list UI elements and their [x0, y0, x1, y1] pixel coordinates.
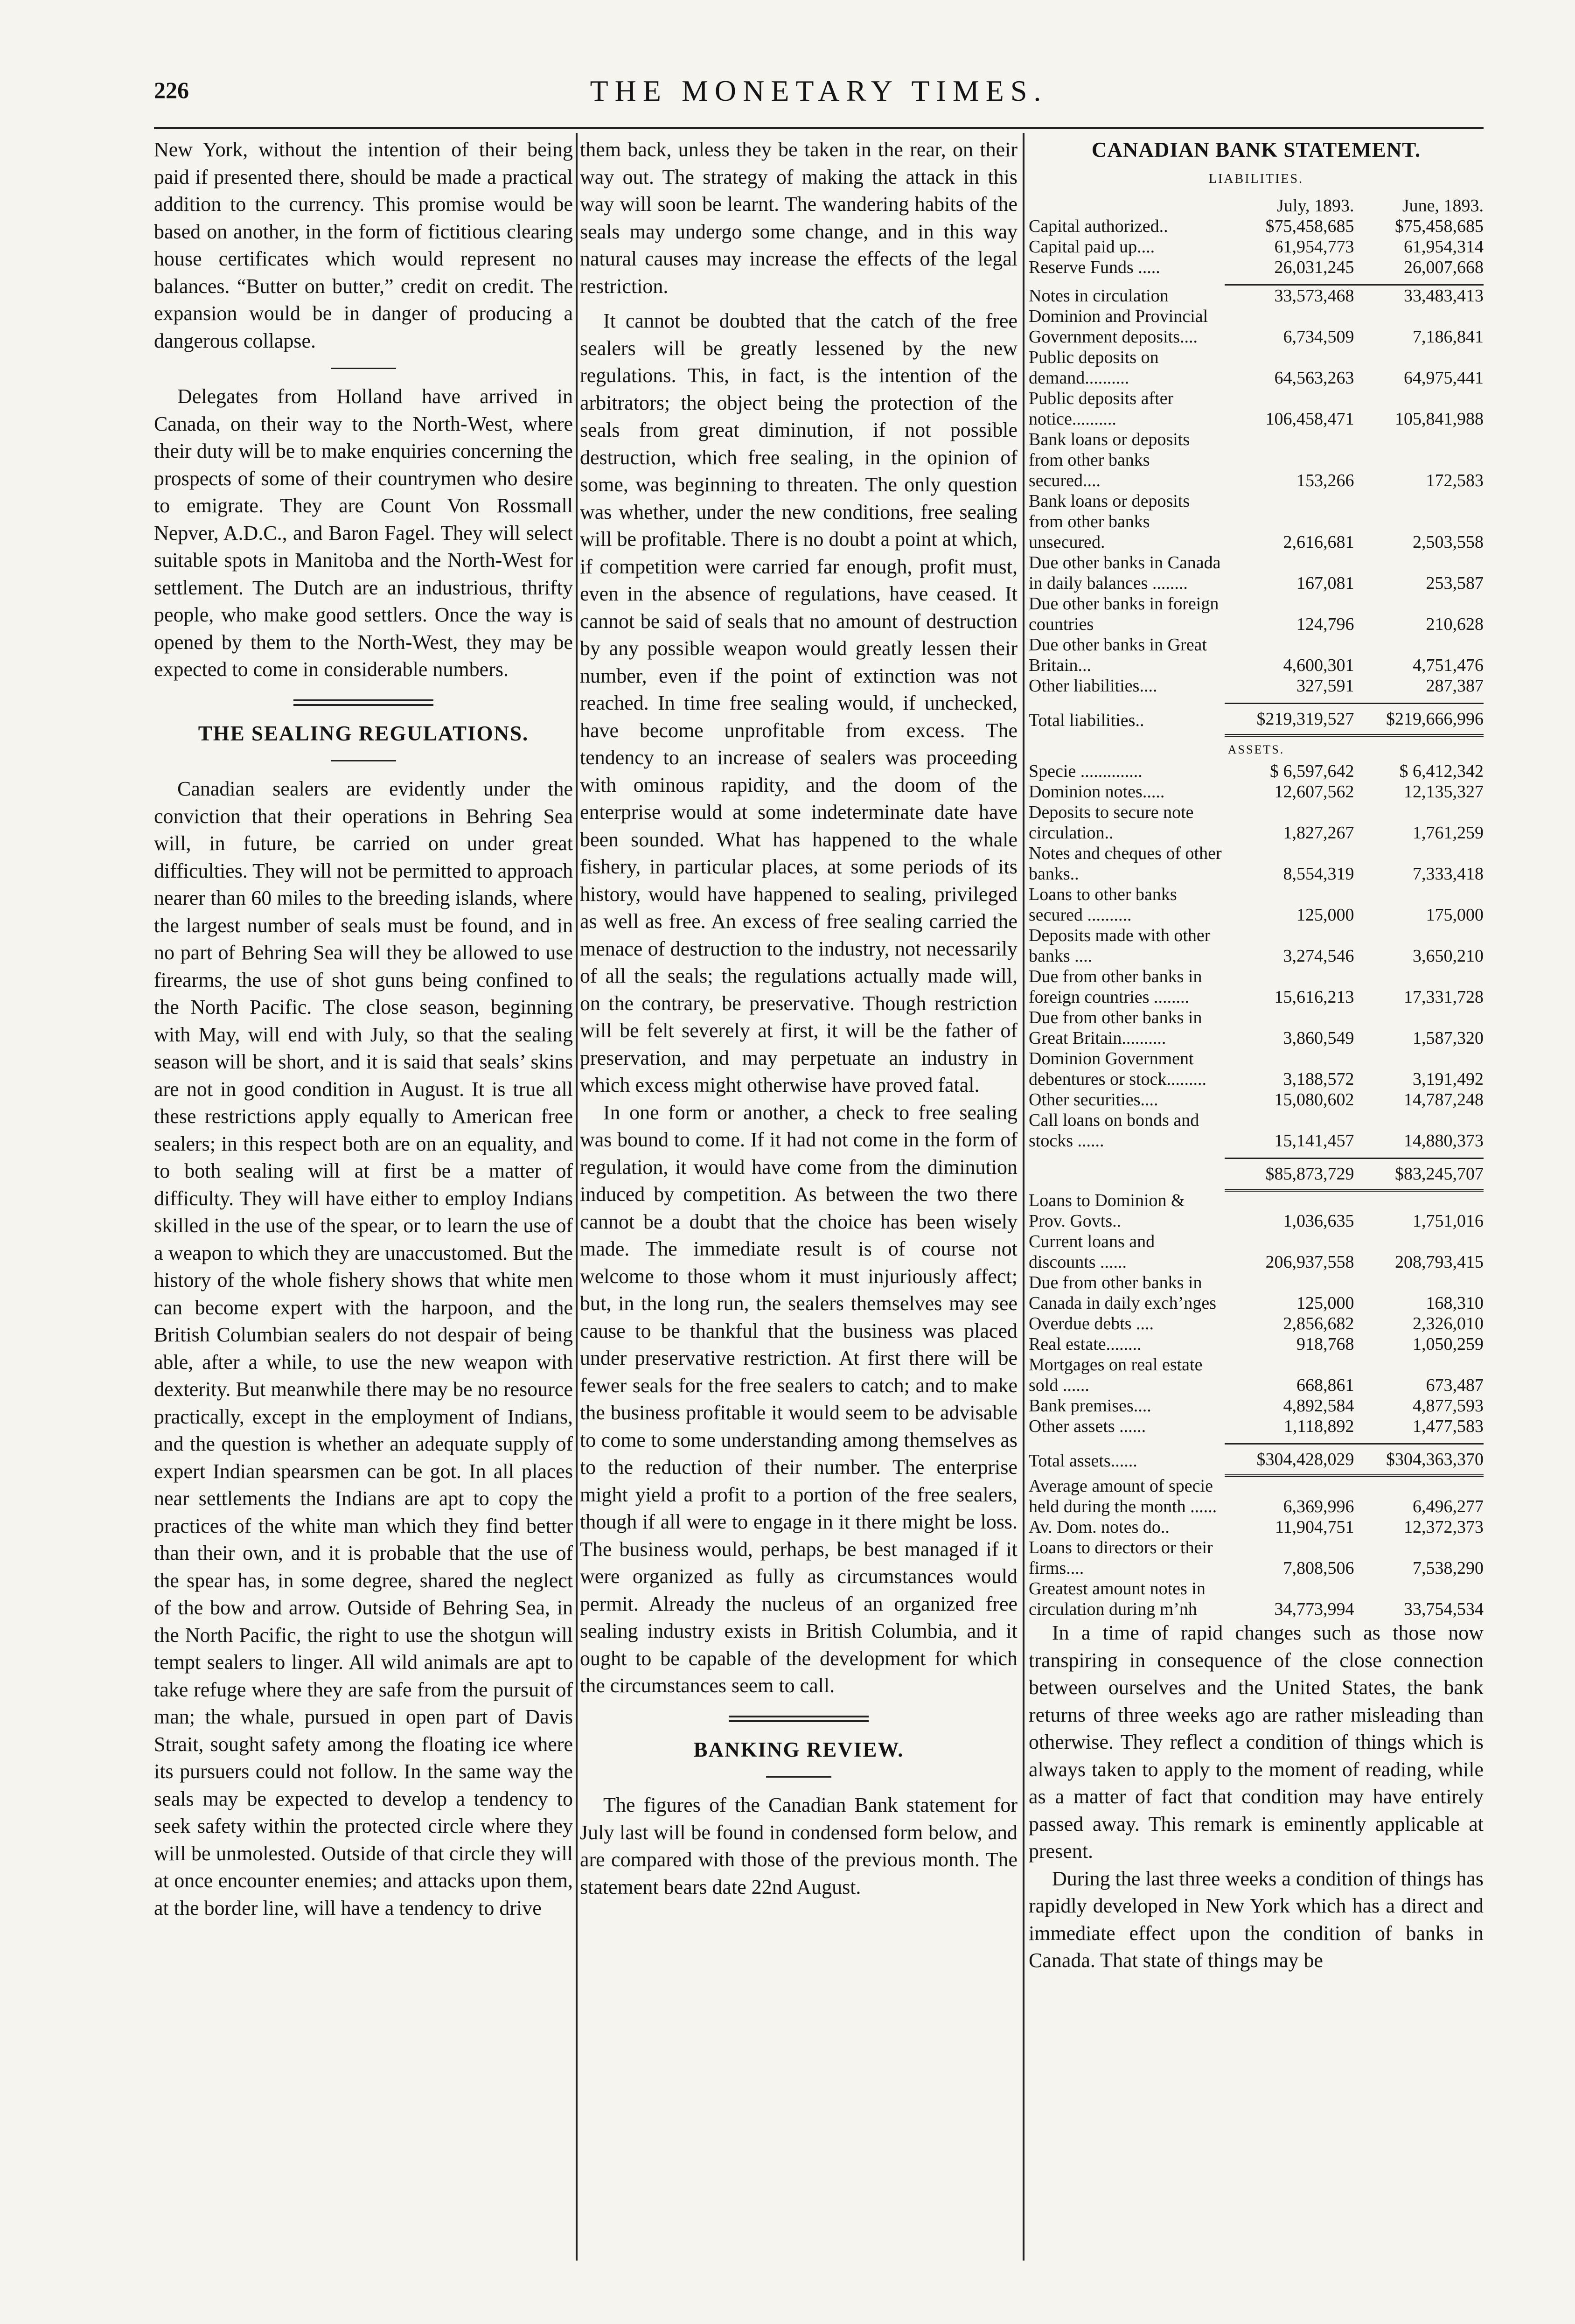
table-row [1029, 884, 1484, 925]
section-heading-sealing: THE SEALING REGULATIONS. [198, 721, 529, 745]
page-header [154, 74, 1484, 111]
value-july: 1,118,892 [1283, 1417, 1354, 1436]
separator-cell [1029, 696, 1225, 704]
row-label: Greatest amount notes in circulation during m’nh [1029, 1579, 1206, 1619]
value-june: $304,363,370 [1354, 1444, 1484, 1476]
table-row [1029, 676, 1484, 696]
value-july: 7,808,506 [1283, 1558, 1354, 1578]
table-separator [1029, 1151, 1484, 1159]
row-label: Mortgages on real estate sold ...... [1029, 1355, 1203, 1395]
value-july: 153,266 [1296, 471, 1354, 490]
separator-cell [1354, 1151, 1484, 1159]
liabilities-label: LIABILITIES. [1208, 171, 1304, 186]
column-header-june: June, 1893. [1402, 196, 1484, 216]
value-june: 1,587,320 [1413, 1028, 1484, 1048]
row-label: Av. Dom. notes do.. [1029, 1517, 1170, 1537]
bank-statement-table [1029, 195, 1484, 1619]
value-july: 2,856,682 [1283, 1314, 1354, 1333]
value-june: 4,751,476 [1413, 656, 1484, 675]
table-row [1029, 925, 1484, 966]
value-july: 124,796 [1296, 614, 1354, 634]
table-row [1029, 1537, 1484, 1578]
table-row [1029, 635, 1484, 676]
table-row [1029, 1110, 1484, 1151]
value-july: $ 6,597,642 [1270, 761, 1354, 781]
value-july: 167,081 [1296, 573, 1354, 593]
value-june: 1,477,583 [1413, 1417, 1484, 1436]
value-july: 8,554,319 [1283, 864, 1354, 884]
value-july: 3,188,572 [1283, 1069, 1354, 1089]
table-row [1029, 1334, 1484, 1354]
row-label: Bank loans or deposits from other banks unsecured. [1029, 491, 1190, 552]
value-june: 253,587 [1426, 573, 1484, 593]
table-row [1029, 782, 1484, 802]
table-title: CANADIAN BANK STATEMENT. [1091, 138, 1421, 161]
paragraph: Delegates from Holland have arrived in Canada, on their way to the North-West, where their duty will be to make enquiries concerning the prospects of some of their countrymen who desire to emigrate. They are Count Von Rossmall Nepver, A.D.C., and Baron Fagel. They will select suitable spots in Manitoba and the North-West for settlement. The Dutch are an industrious, thrifty people, who make good settlers. Once the way is opened by them to the North-West, they may be expected to come in considerable numbers. [154, 385, 573, 681]
assets-label: ASSETS. [1227, 743, 1285, 756]
row-label: Public deposits on demand.......... [1029, 348, 1159, 388]
separator-cell [1029, 1151, 1225, 1159]
value-july: 125,000 [1296, 1293, 1354, 1313]
value-july: 6,734,509 [1283, 327, 1354, 347]
table-separator [1029, 696, 1484, 704]
table-row [1029, 761, 1484, 782]
heading-rule [293, 699, 433, 706]
value-june: 33,483,413 [1404, 286, 1484, 306]
value-june: 4,877,593 [1413, 1396, 1484, 1416]
row-label: Real estate........ [1029, 1334, 1142, 1354]
row-label: Loans to Dominion & Prov. Govts.. [1029, 1191, 1185, 1231]
table-row [1029, 1159, 1484, 1191]
table-row [1029, 1048, 1484, 1089]
value-july: 15,616,213 [1274, 987, 1354, 1007]
value-july: 125,000 [1296, 905, 1354, 925]
value-june: 12,135,327 [1404, 782, 1484, 802]
table-row [1029, 1578, 1484, 1619]
row-label: Other securities.... [1029, 1090, 1158, 1110]
value-july: 6,369,996 [1283, 1497, 1354, 1516]
value-july: 918,768 [1296, 1334, 1354, 1354]
value-june: 14,880,373 [1404, 1131, 1484, 1151]
heading-rule [729, 1716, 869, 1722]
column-divider [1023, 133, 1024, 2261]
value-june: 673,487 [1426, 1375, 1484, 1395]
value-july: 206,937,558 [1265, 1252, 1354, 1272]
table-row [1029, 285, 1484, 307]
value-july: $304,428,029 [1225, 1444, 1354, 1476]
value-june: 3,191,492 [1413, 1069, 1484, 1089]
table-row [1029, 704, 1484, 736]
separator-cell [1354, 278, 1484, 285]
value-july: $219,319,527 [1225, 704, 1354, 736]
table-row [1029, 1313, 1484, 1334]
value-june: 6,496,277 [1413, 1497, 1484, 1516]
value-june: 26,007,668 [1404, 258, 1484, 277]
row-label: Loans to other banks secured .......... [1029, 885, 1177, 925]
paragraph: New York, without the intention of their being paid if presented there, should be made a practical addition to the currency. This promise would be based on another, in the form of fictitious clearing house certificates which would represent no balances. “Butter on butter,” credit on credit. The expansion would be in danger of producing a dangerous collapse. [154, 138, 573, 352]
value-june: 287,387 [1426, 676, 1484, 696]
row-label: Bank loans or deposits from other banks secured.... [1029, 430, 1190, 490]
value-june: 2,503,558 [1413, 532, 1484, 552]
value-july: 2,616,681 [1283, 532, 1354, 552]
table-row [1029, 347, 1484, 388]
page-number: 226 [154, 77, 189, 103]
separator-cell [1029, 278, 1225, 285]
value-july: 15,080,602 [1274, 1090, 1354, 1110]
row-label: Dominion notes..... [1029, 782, 1165, 802]
table-row [1029, 306, 1484, 347]
table-row [1029, 237, 1484, 257]
value-july: $85,873,729 [1225, 1159, 1354, 1191]
paragraph: During the last three weeks a condition of things has rapidly developed in New York which has a direct and immediate effect upon the condition of banks in Canada. That state of things may be [1029, 1867, 1484, 1972]
table-separator [1029, 278, 1484, 285]
value-june: 12,372,373 [1404, 1517, 1484, 1537]
row-label: Overdue debts .... [1029, 1314, 1154, 1333]
row-label: Call loans on bonds and stocks ...... [1029, 1110, 1199, 1151]
table-row [1029, 216, 1484, 237]
masthead-title: THE MONETARY TIMES. [590, 74, 1048, 107]
row-label: Other assets ...... [1029, 1417, 1146, 1436]
row-label: Average amount of specie held during the month ...... [1029, 1476, 1217, 1516]
section-rule [331, 368, 396, 369]
table-row [1029, 1089, 1484, 1110]
table-row [1029, 966, 1484, 1007]
separator-cell [1029, 1437, 1225, 1444]
value-july: 1,827,267 [1283, 823, 1354, 843]
value-june: 105,841,988 [1395, 409, 1484, 429]
value-june: 208,793,415 [1395, 1252, 1484, 1272]
row-label: Notes and cheques of other banks.. [1029, 844, 1222, 884]
value-june: 1,761,259 [1413, 823, 1484, 843]
separator-cell [1225, 1151, 1354, 1159]
row-label: Dominion Government debentures or stock......... [1029, 1049, 1206, 1089]
row-label: Due from other banks in Canada in daily exch’nges [1029, 1273, 1217, 1313]
table-row [1029, 802, 1484, 843]
row-label: Capital paid up.... [1029, 237, 1155, 257]
column-divider [576, 133, 578, 2261]
value-june: 7,333,418 [1413, 864, 1484, 884]
column-header-july: July, 1893. [1277, 196, 1354, 216]
row-label: Dominion and Provincial Government deposits.... [1029, 307, 1208, 347]
value-june: 64,975,441 [1404, 368, 1484, 388]
value-june: $219,666,996 [1354, 704, 1484, 736]
paragraph: The figures of the Canadian Bank statement for July last will be found in condensed form below, and are compared with those of the previous month. The statement bears date 22nd August. [580, 1794, 1017, 1898]
table-row [1029, 257, 1484, 278]
paragraph: Canadian sealers are evidently under the conviction that their operations in Behring Sea will, in future, be carried on under great difficulties. They will not be permitted to approach nearer than 60 miles to the breeding islands, where the largest number of seals must be found, and in no part of Behring Sea will they be allowed to use firearms, the use of shot guns being confined to the North Pacific. The close season, beginning with May, will end with July, so that the sealing season will be short, and it is said that seals’ skins are not in good condition in August. It is true all these restrictions apply equally to American free sealers; in this respect both are on an equality, and to both sealing will at first be a matter of difficulty. They will have either to employ Indians skilled in the use of the spear, or to learn the use of a weapon to which they are unaccustomed. But the history of the whole fishery shows that white men can become expert with the harpoon, and the British Columbian sealers do not despair of being able, after a while, to use the new weapon with dexterity. But meanwhile there may be no resource practically, except in the employment of Indians, and the question is whether an adequate supply of expert Indian spearsmen can be got. In all places near settlements the Indians are apt to copy the practices of the white man which they find better than their own, and it is probable that the use of the spear has, in some degree, shared the neglect of the bow and arrow. Outside of Behring Sea, in the North Pacific, the right to use the shotgun will tempt sealers to linger. All wild animals are apt to take refuge where they are safe from the pursuit of man; the whale, pursued in open part of Davis Strait, sought safety among the floating ice where its pursuers could not follow. In the same way the seals may be expected to develop a tendency to seek safety within the protected circle where they will be unmolested. Outside of that circle they will at once encounter enemies; and attacks upon them, at the border line, will have a tendency to drive [154, 777, 573, 1919]
row-label: Due from other banks in Great Britain.......... [1029, 1008, 1202, 1048]
table-header-blank [1029, 195, 1225, 216]
separator-cell [1354, 1437, 1484, 1444]
value-june: 17,331,728 [1404, 987, 1484, 1007]
table-row [1029, 388, 1484, 429]
value-june: $ 6,412,342 [1399, 761, 1484, 781]
table-header-row [1029, 195, 1484, 216]
table-row [1029, 1231, 1484, 1272]
row-label [1029, 1159, 1225, 1191]
table-row [1029, 1007, 1484, 1048]
value-july: 4,892,584 [1283, 1396, 1354, 1416]
table-row [1029, 429, 1484, 491]
row-label: Reserve Funds ..... [1029, 258, 1160, 277]
heading-underline [331, 760, 396, 761]
row-label: Public deposits after notice.......... [1029, 389, 1174, 429]
value-june: 3,650,210 [1413, 946, 1484, 966]
row-label: Other liabilities.... [1029, 676, 1157, 696]
value-july: 11,904,751 [1275, 1517, 1354, 1537]
row-label: Due other banks in Canada in daily balances ........ [1029, 553, 1221, 593]
table-row [1029, 843, 1484, 884]
value-june: 33,754,534 [1404, 1599, 1484, 1619]
assets-label-row [1029, 735, 1484, 761]
value-june: 61,954,314 [1404, 237, 1484, 257]
value-july: 1,036,635 [1283, 1211, 1354, 1231]
value-july: $75,458,685 [1265, 216, 1354, 236]
table-row [1029, 1444, 1484, 1476]
row-label: Deposits made with other banks .... [1029, 926, 1211, 966]
value-july: 61,954,773 [1274, 237, 1354, 257]
row-label: Due other banks in Great Britain... [1029, 635, 1207, 675]
separator-cell [1225, 1437, 1354, 1444]
row-label: Notes in circulation [1029, 286, 1169, 306]
value-june: $75,458,685 [1395, 216, 1484, 236]
row-label: Total assets...... [1029, 1451, 1137, 1471]
value-june: 172,583 [1426, 471, 1484, 490]
value-july: 106,458,471 [1265, 409, 1354, 429]
value-june: 1,751,016 [1413, 1211, 1484, 1231]
value-july: 4,600,301 [1283, 656, 1354, 675]
value-july: 3,860,549 [1283, 1028, 1354, 1048]
separator-cell [1225, 278, 1354, 285]
table-row [1029, 552, 1484, 593]
section-heading-banking: BANKING REVIEW. [693, 1738, 904, 1761]
value-june: 210,628 [1426, 614, 1484, 634]
table-separator [1029, 1437, 1484, 1444]
table-row [1029, 491, 1484, 552]
paragraph: It cannot be doubted that the catch of the free sealers will be greatly lessened by the new regulations. This, in fact, is the intention of the arbitrators; the object being the protection of the seals from great diminution, if not possible destruction, which free sealing, in the opinion of some, was beginning to threaten. The only question was whether, under the new conditions, free sealing will be profitable. There is no doubt a point at which, if competition were carried far enough, profit must, even in the absence of regulations, have ceased. It cannot be said of seals that no amount of destruction by any possible weapon would greatly lessen their number, even if the point of extinction was not reached. In time free sealing would, if unchecked, have become unprofitable from excess. The tendency to an increase of sealers was proceeding with ominous rapidity, and the doom of the enterprise would at some indeterminate date have been sounded. What has happened to the whale fishery, in particular places, at some periods of its history, would have happened to sealing, privileged as well as free. An excess of free sealing carried the menace of destruction to the industry, not necessarily of all the seals; the regulations actually made will, on the contrary, be preservative. Though restriction will be felt severely at first, it will be the father of preservation, and may perpetuate an industry in which excess might otherwise have proved fatal. [580, 309, 1017, 1096]
column-left [154, 136, 573, 1922]
paragraph: them back, unless they be taken in the rear, on their way out. The strategy of making the attack in this way will soon be learnt. The wandering habits of the seals may undergo some change, and in this way natural causes may increase the effects of the legal restriction. [580, 138, 1017, 298]
table-row [1029, 1396, 1484, 1416]
value-june: 14,787,248 [1404, 1090, 1484, 1110]
value-june: 175,000 [1426, 905, 1484, 925]
value-july: 3,274,546 [1283, 946, 1354, 966]
column-right [1029, 136, 1484, 1975]
value-july: 12,607,562 [1274, 782, 1354, 802]
value-june: 2,326,010 [1413, 1314, 1484, 1333]
value-july: 33,573,468 [1274, 286, 1354, 306]
column-middle [580, 136, 1017, 1901]
table-row [1029, 1517, 1484, 1537]
value-july: 668,861 [1296, 1375, 1354, 1395]
table-row [1029, 593, 1484, 635]
paragraph: In a time of rapid changes such as those now transpiring in consequence of the close connection between ourselves and the United States, the bank returns of three weeks ago are rather misleading than otherwise. They reflect a condition of things which is always taken to apply to the moment of reading, while as a matter of fact that condition may have entirely passed away. This remark is eminently applicable at present. [1029, 1621, 1484, 1863]
paragraph: In one form or another, a check to free sealing was bound to come. If it had not come in the form of regulation, it would have come from the diminution induced by competition. As between the two there cannot be a doubt that the choice has been wisely made. The immediate result is of course not welcome to those whom it must injuriously affect; but, in the long run, the sealers themselves may see cause to be thankful that the business was placed under preservative restriction. At first there will be fewer seals for the free sealers to catch; and to make the business profitable it would seem to be advisable to come to some understanding among themselves as to the reduction of their number. The enterprise might yield a profit to a portion of the free sealers, though if all were to engage in it there might be loss. The business would, perhaps, be best managed if it were organized as fully as circumstances would permit. Already the nucleus of an organized free sealing industry exists in British Columbia, and it ought to be capable of the development for which the circumstances seem to call. [580, 1101, 1017, 1697]
row-label: Total liabilities.. [1029, 711, 1144, 730]
row-label: Deposits to secure note circulation.. [1029, 803, 1194, 843]
row-label: Loans to directors or their firms.... [1029, 1538, 1213, 1578]
row-label: Due from other banks in foreign countries ........ [1029, 967, 1202, 1007]
value-july: 15,141,457 [1274, 1131, 1354, 1151]
row-label: Bank premises.... [1029, 1396, 1151, 1416]
separator-cell [1354, 696, 1484, 704]
table-row [1029, 1272, 1484, 1313]
value-july: 34,773,994 [1274, 1599, 1354, 1619]
table-row [1029, 1190, 1484, 1231]
row-label: Due other banks in foreign countries [1029, 594, 1219, 634]
header-rule [154, 127, 1484, 129]
table-row [1029, 1354, 1484, 1396]
row-label: Specie .............. [1029, 761, 1143, 781]
value-june: 7,538,290 [1413, 1558, 1484, 1578]
table-row [1029, 1476, 1484, 1517]
row-label: Capital authorized.. [1029, 216, 1168, 236]
table-row [1029, 1416, 1484, 1437]
row-label: Current loans and discounts ...... [1029, 1232, 1155, 1272]
heading-underline [766, 1776, 831, 1778]
value-july: 26,031,245 [1274, 258, 1354, 277]
value-june: 168,310 [1426, 1293, 1484, 1313]
value-june: $83,245,707 [1354, 1159, 1484, 1191]
value-june: 1,050,259 [1413, 1334, 1484, 1354]
value-july: 64,563,263 [1274, 368, 1354, 388]
value-july: 327,591 [1296, 676, 1354, 696]
value-june: 7,186,841 [1413, 327, 1484, 347]
separator-cell [1225, 696, 1354, 704]
